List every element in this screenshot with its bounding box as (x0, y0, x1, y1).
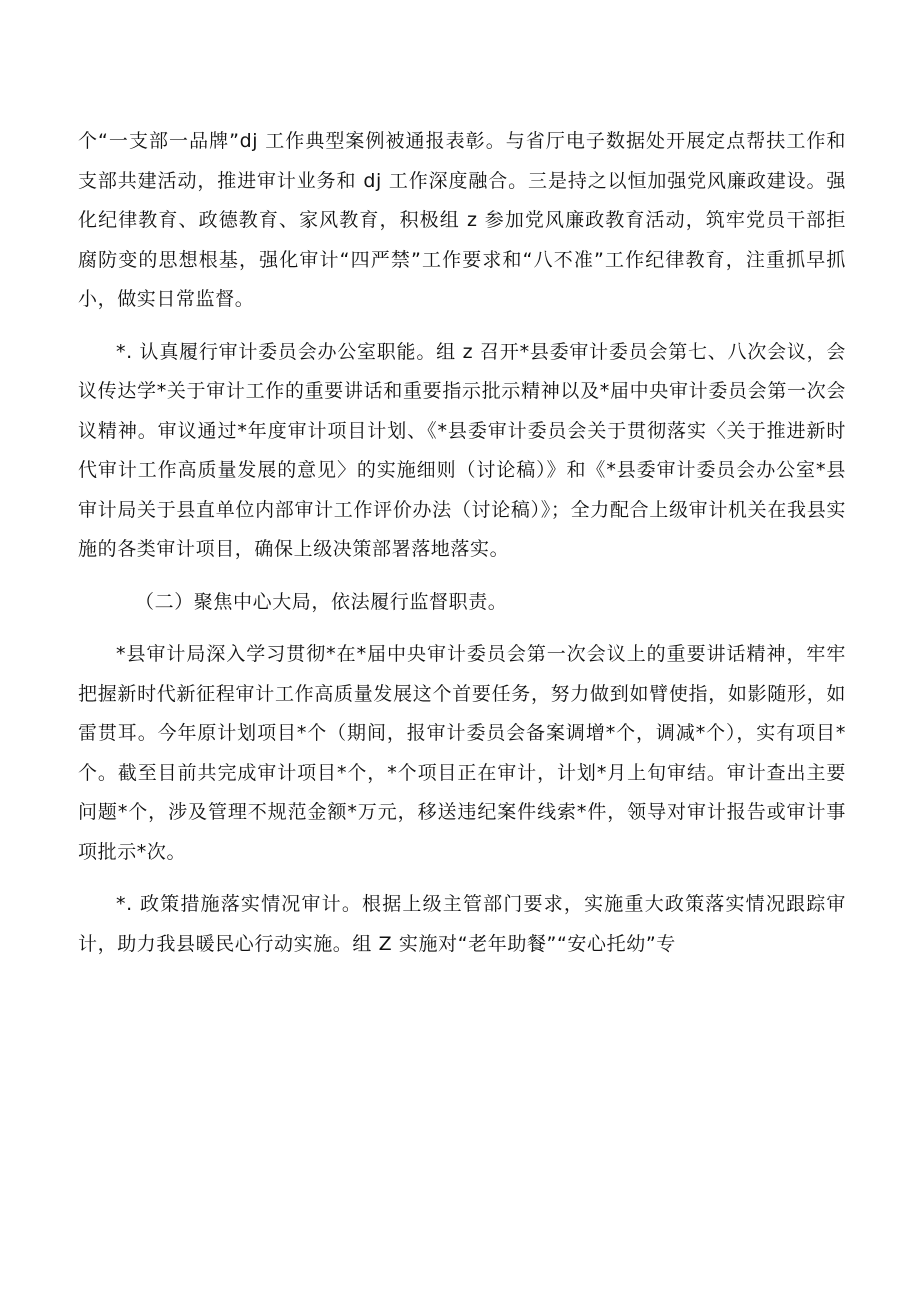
paragraph-audit-bureau-projects: *县审计局深入学习贯彻*在*届中央审计委员会第一次会议上的重要讲话精神，牢牢把握新时代新征程审计工作高质量发展这个首要任务，努力做到如臂使指，如影随形，如雷贯耳。今年原计划项目*个（期间，报审计委员会备案调增*个，调减*个），实有项目*个。截至目前共完成审计项目*个，*个项目正在审计，计划*月上旬审结。审计查出主要问题*个，涉及管理不规范金额*万元，移送违纪案件线索*件，领导对审计报告或审计事项批示*次。 (78, 643, 846, 863)
section-heading-supervision-duties: （二）聚焦中心大局，依法履行监督职责。 (135, 590, 508, 613)
document-body (78, 122, 846, 964)
paragraph-audit-committee-office: *. 认真履行审计委员会办公室职能。组 z 召开*县委审计委员会第七、八次会议，会议传达学*关于审计工作的重要讲话和重要指示批示精神以及*届中央审计委员会第一次会议精神。审议通过*年度审计项目计划、《*县委审计委员会关于贯彻落实〈关于推进新时代审计工作高质量发展的意见〉的实施细则（讨论稿）》和《*县委审计委员会办公室*县审计局关于县直单位内部审计工作评价办法（讨论稿）》；全力配合上级审计机关在我县实施的各类审计项目，确保上级决策部署落地落实。 (78, 340, 846, 560)
paragraph-party-building-continuation: 个“一支部一品牌”dj 工作典型案例被通报表彰。与省厅电子数据处开展定点帮扶工作和支部共建活动，推进审计业务和 dj 工作深度融合。三是持之以恒加强党风廉政建设。强化纪律教育、政德教育、家风教育，积极组 z 参加党风廉政教育活动，筑牢党员干部拒腐防变的思想根基，强化审计“四严禁”工作要求和“八不准”工作纪律教育，注重抓早抓小，做实日常监督。 (78, 130, 846, 310)
paragraph-policy-implementation-audit: *. 政策措施落实情况审计。根据上级主管部门要求，实施重大政策落实情况跟踪审计，助力我县暖民心行动实施。组 Z 实施对“老年助餐”“安心托幼”专 (78, 893, 846, 955)
